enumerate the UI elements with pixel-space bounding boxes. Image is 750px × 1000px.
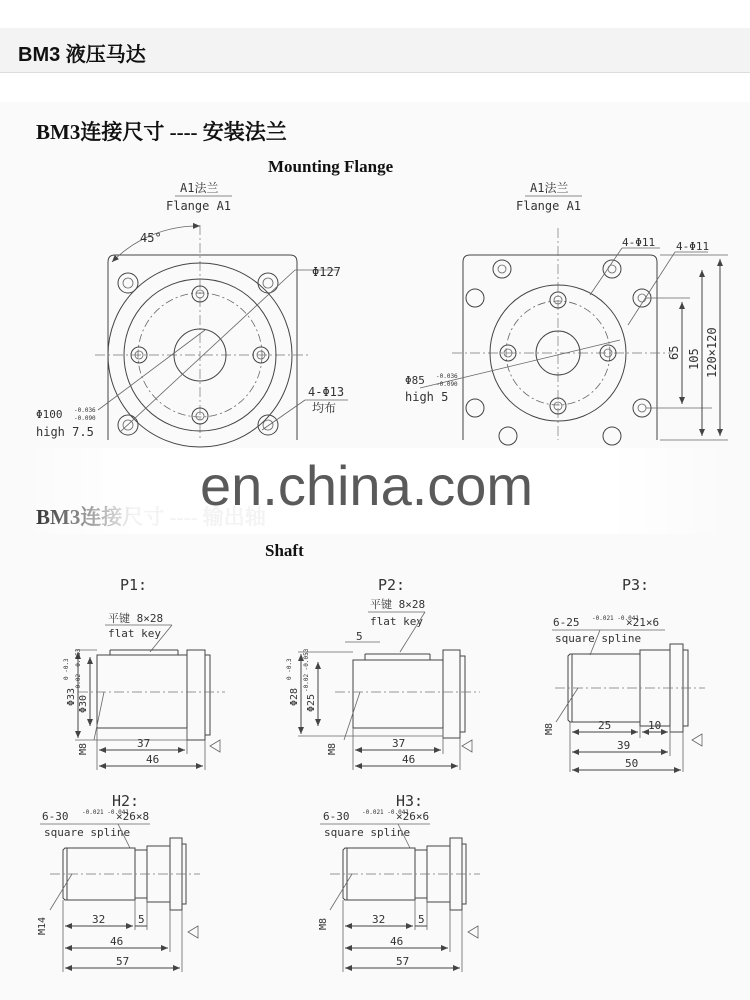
flange-left-caption-en: Flange A1: [166, 199, 232, 213]
flange-right-holes-a: 4-Φ11: [622, 236, 656, 249]
flange-left-holes: 4-Φ13: [308, 385, 345, 399]
shaft-h3-len-c: 46: [390, 935, 404, 948]
shaft-p1-len-b: 46: [146, 753, 160, 766]
shaft-p3-len-b: 10: [648, 719, 662, 732]
flange-right-caption-cn: A1法兰: [530, 181, 569, 195]
shaft-p1-d-outer-tol: 0 -0.3: [63, 658, 70, 680]
shaft-p2-label: P2:: [378, 576, 406, 594]
shaft-h2-label: H2:: [112, 792, 140, 810]
shaft-p3-spline-dim: ×21×6: [626, 616, 660, 629]
flange-right-dim-65: 65: [667, 345, 681, 360]
shaft-p1-thread: M8: [78, 742, 89, 755]
shaft-h2-spline-en: square spline: [44, 826, 131, 839]
shaft-h2-thread: M14: [37, 916, 48, 935]
shaft-p2-key-cn: 平键 8×28: [370, 598, 426, 611]
shaft-p1-d-outer: Φ33: [66, 687, 77, 706]
shaft-p3-len-a: 25: [598, 719, 612, 732]
flange-right-drawing: [405, 180, 728, 445]
flange-right-pilot: Φ85: [405, 374, 425, 387]
shaft-p2-len-b: 46: [402, 753, 416, 766]
shaft-p1-d-shaft: Φ30: [78, 694, 89, 713]
flange-left-pilot-tol-lower: -0.090: [74, 415, 96, 422]
flange-right-holes-b: 4-Φ11: [676, 240, 710, 253]
shaft-p3-thread: M8: [544, 722, 555, 735]
shaft-h3-spline-dim: ×26×6: [396, 810, 430, 823]
shaft-p3-spline-en: square spline: [555, 632, 642, 645]
shaft-h3-spline-tol: -0.021 -0.041: [362, 809, 409, 816]
shaft-p3-len-c: 39: [617, 739, 631, 752]
shaft-h2-spline: 6-30: [42, 810, 69, 823]
flange-left-caption-cn: A1法兰: [180, 181, 219, 195]
shaft-p2-thread: M8: [327, 742, 338, 755]
flange-right-caption-en: Flange A1: [516, 199, 582, 213]
shaft-h3-len-d: 57: [396, 955, 410, 968]
shaft-p3-spline: 6-25: [553, 616, 580, 629]
shaft-p2-d-shaft-tol: -0.02 -0.053: [303, 648, 310, 692]
shaft-h2-spline-dim: ×26×8: [116, 810, 150, 823]
shaft-p1-len-a: 37: [137, 737, 151, 750]
shaft-p1-drawing: [63, 576, 225, 770]
shaft-h3-label: H3:: [396, 792, 424, 810]
shaft-h2-len-d: 57: [116, 955, 130, 968]
page-title: BM3 液压马达: [18, 44, 146, 66]
shaft-p2-d-outer: Φ28: [289, 687, 300, 706]
shaft-h2-spline-tol: -0.021 -0.041: [82, 809, 129, 816]
flange-right-pilot-tol-lower: -0.090: [436, 381, 458, 388]
shaft-h3-len-a: 32: [372, 913, 386, 926]
shaft-p3-label: P3:: [622, 576, 650, 594]
shaft-h2-len-c: 46: [110, 935, 124, 948]
shaft-p2-key-width: 5: [356, 630, 363, 643]
flange-left-pilot-tol-upper: -0.036: [74, 407, 96, 414]
shaft-p1-label: P1:: [120, 576, 148, 594]
flange-right-pilot-high: high 5: [405, 390, 449, 404]
shaft-p3-drawing: [544, 576, 705, 772]
flange-left-holes-note: 均布: [312, 401, 337, 415]
shaft-p3-len-d: 50: [625, 757, 639, 770]
shaft-h2-drawing: [37, 792, 200, 972]
flange-left-pilot: Φ100: [36, 408, 63, 421]
flange-left-bolt-circle: Φ127: [312, 265, 341, 279]
flange-section-subtitle: Mounting Flange: [268, 157, 394, 176]
shaft-h2-len-a: 32: [92, 913, 106, 926]
shaft-p2-drawing: [286, 576, 480, 770]
shaft-p1-key-en: flat key: [108, 627, 161, 640]
flange-right-dim-105: 105: [687, 348, 701, 370]
shaft-p3-spline-tol: -0.021 -0.041: [592, 615, 639, 622]
flange-right-dim-120: 120×120: [705, 327, 719, 378]
shaft-section-subtitle: Shaft: [265, 541, 304, 560]
shaft-h3-drawing: [318, 792, 480, 972]
flange-left-drawing: [36, 180, 348, 447]
shaft-p2-key-en: flat key: [370, 615, 423, 628]
shaft-p2-d-outer-tol: 0 -0.3: [286, 658, 293, 680]
watermark-text: en.china.com: [200, 454, 534, 517]
shaft-h3-len-b: 5: [418, 913, 425, 926]
shaft-h2-len-b: 5: [138, 913, 145, 926]
shaft-h3-spline-en: square spline: [324, 826, 411, 839]
flange-right-pilot-tol-upper: -0.036: [436, 373, 458, 380]
flange-left-pilot-high: high 7.5: [36, 425, 94, 439]
shaft-p1-key-cn: 平键 8×28: [108, 612, 164, 625]
flange-left-angle: 45°: [140, 231, 162, 245]
shaft-h3-thread: M8: [318, 917, 329, 930]
shaft-p2-d-shaft: Φ25: [306, 693, 317, 712]
flange-section-title: BM3连接尺寸 ---- 安装法兰: [36, 120, 287, 144]
shaft-h3-spline: 6-30: [323, 810, 350, 823]
shaft-p2-len-a: 37: [392, 737, 406, 750]
shaft-p1-d-shaft-tol: -0.02 -0.053: [75, 648, 82, 692]
